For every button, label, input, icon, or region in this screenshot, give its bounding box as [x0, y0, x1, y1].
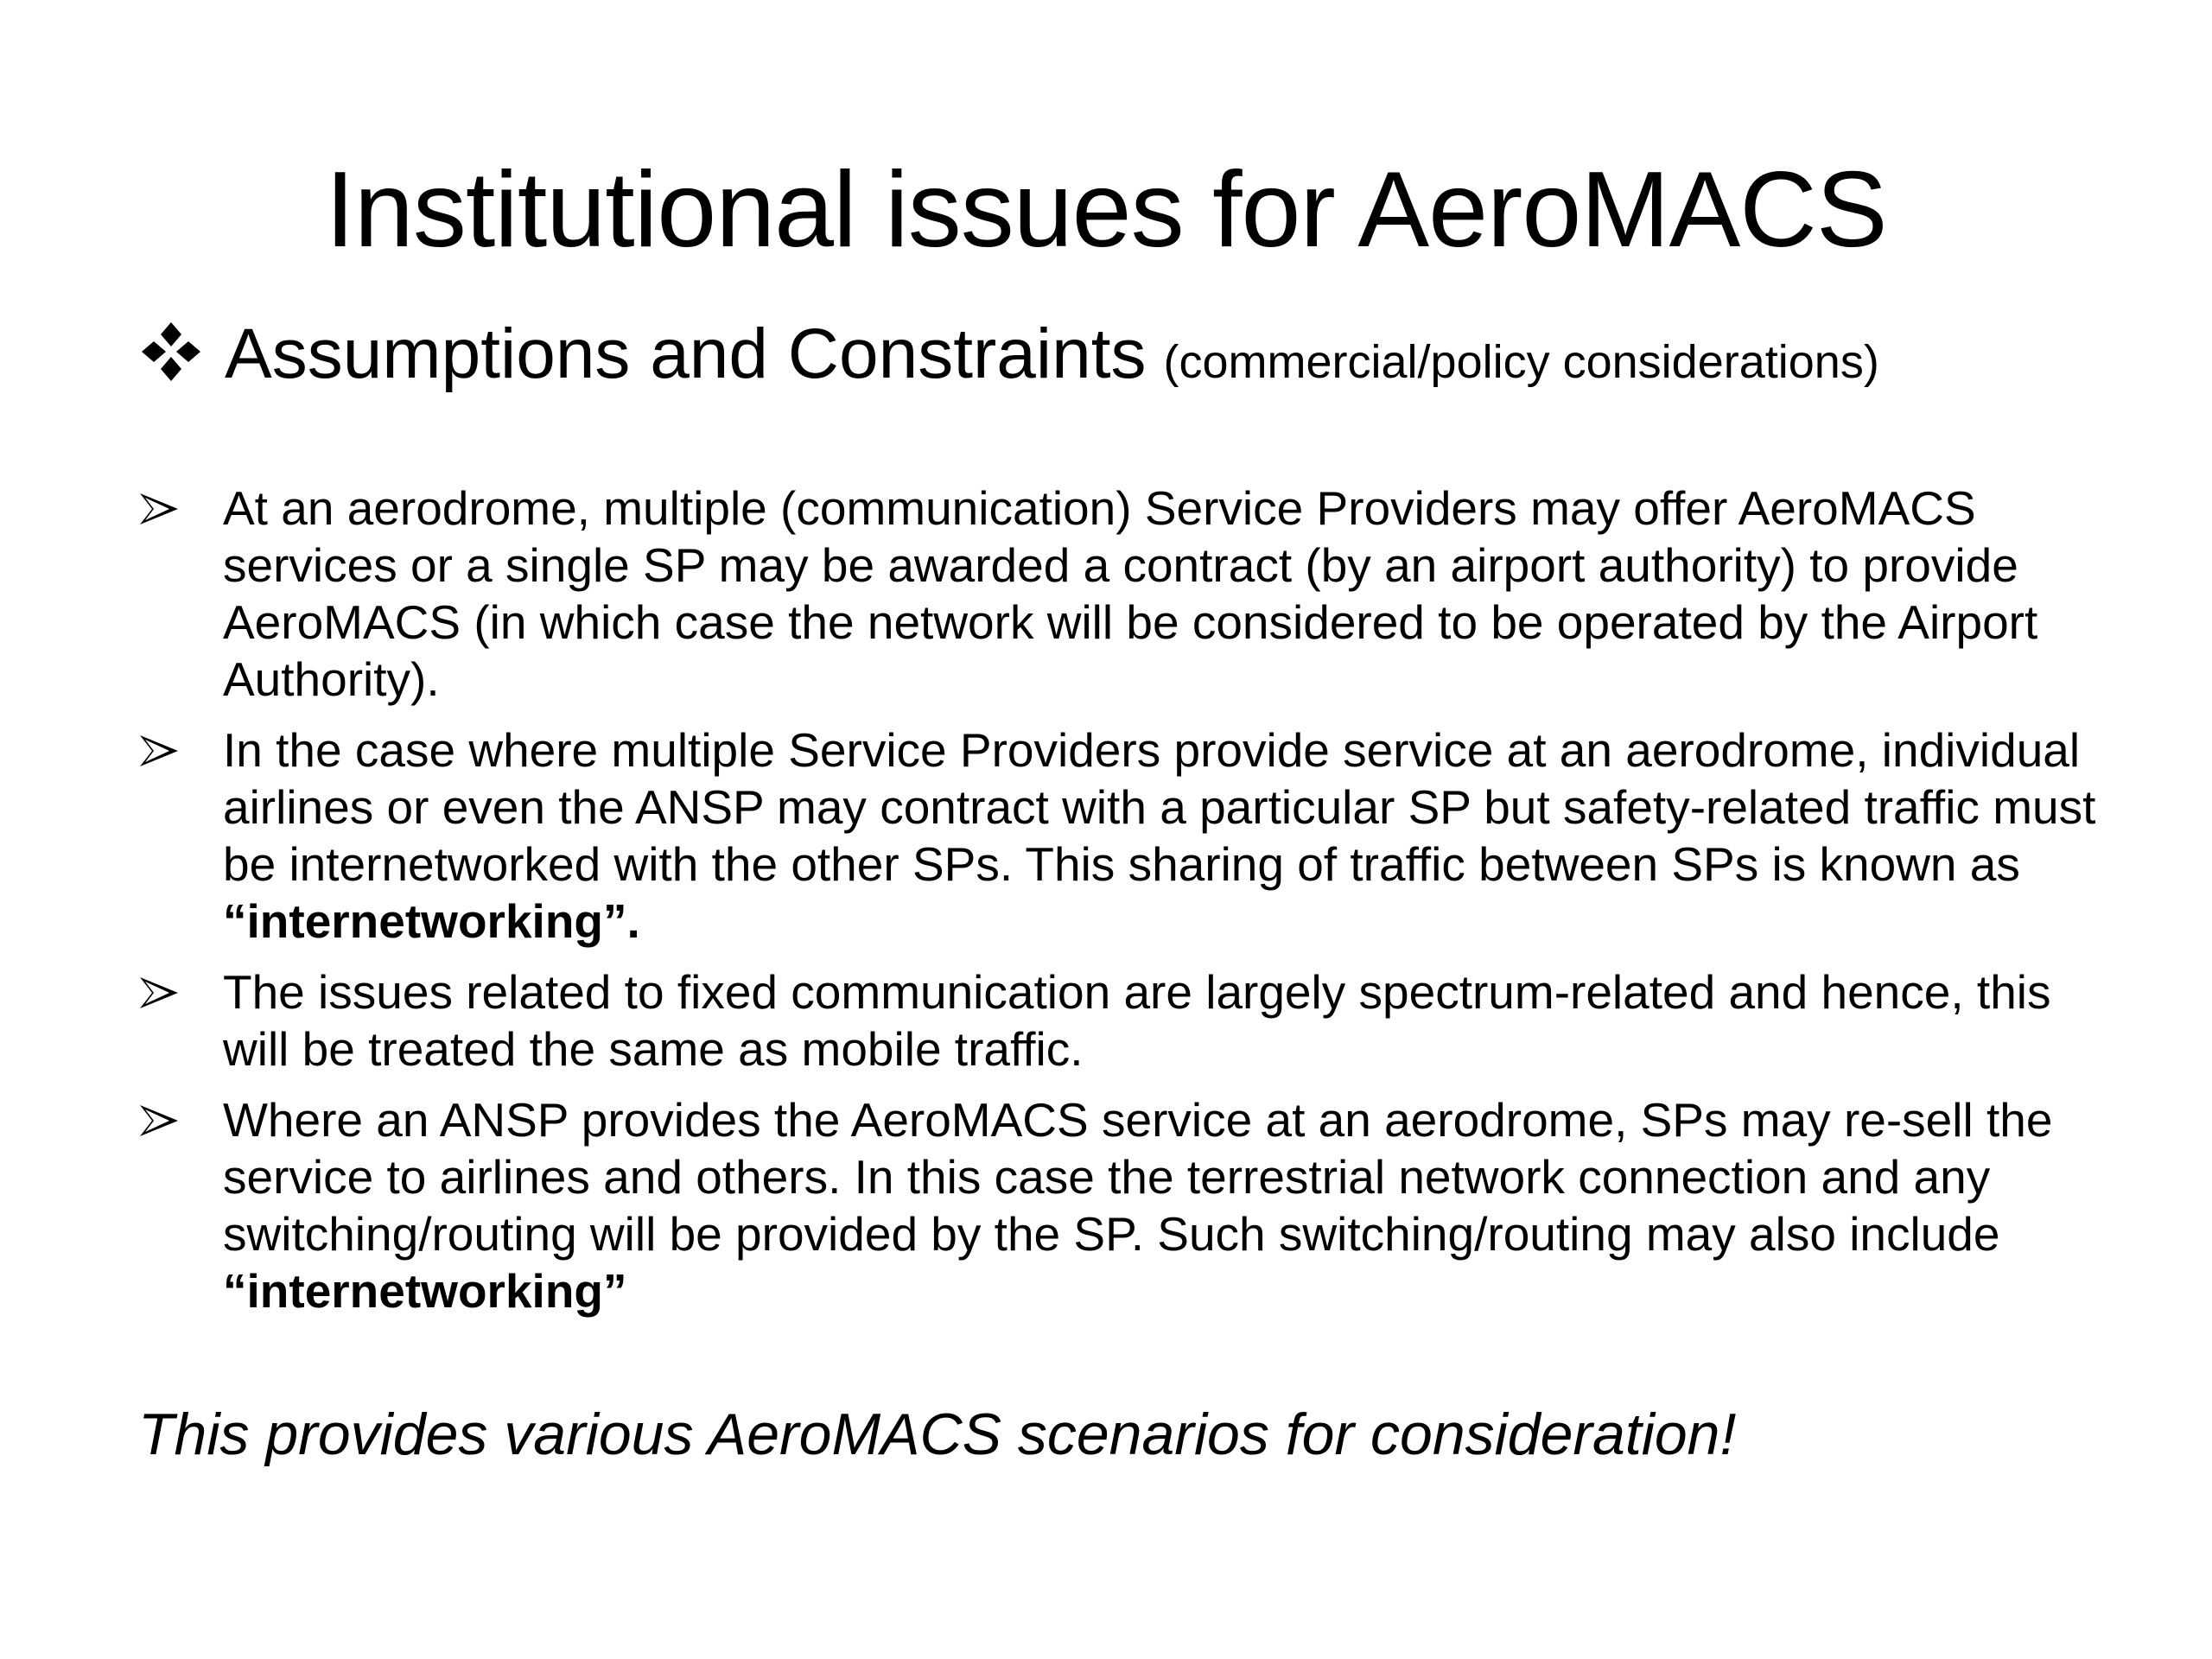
slide-title: Institutional issues for AeroMACS — [325, 150, 1887, 270]
bullet-bold-text: “internetworking”. — [223, 894, 640, 948]
arrow-bullet-icon — [140, 977, 178, 1008]
bullet-text: In the case where multiple Service Providers provide service at an aerodrome, individual airlines or even the ANSP may contract with a particular SP but safety-related traffic must be internetworked with the other SPs. This sharing of traffic between SPs is known as — [223, 723, 2096, 891]
subheading — [140, 311, 1879, 397]
subheading-main: Assumptions and Constraints — [225, 315, 1147, 393]
four-diamond-bullet-icon — [140, 321, 202, 383]
bullet-bold-text: “internetworking” — [223, 1264, 627, 1318]
bullet-item — [140, 1091, 2119, 1319]
bullet-text: The issues related to fixed communication are largely spectrum-related and hence, this will be treated the same as mobile traffic. — [223, 965, 2051, 1076]
arrow-bullet-icon — [140, 493, 178, 524]
bullet-item — [140, 480, 2119, 708]
bullet-text: At an aerodrome, multiple (communication) Service Providers may offer AeroMACS services or a single SP may be awarded a contract (by an airport authority) to provide AeroMACS (in which case the network will be considered to be operated by the Airport Authority). — [223, 481, 2038, 706]
closing-statement: This provides various AeroMACS scenarios for consideration! — [138, 1402, 1737, 1467]
bullet-list — [140, 480, 2119, 1333]
arrow-bullet-icon — [140, 1105, 178, 1136]
arrow-bullet-icon — [140, 735, 178, 766]
bullet-item — [140, 963, 2119, 1077]
subheading-note: (commercial/policy considerations) — [1163, 336, 1879, 388]
bullet-item — [140, 721, 2119, 950]
bullet-text: Where an ANSP provides the AeroMACS service at an aerodrome, SPs may re-sell the service to airlines and others. In this case the terrestrial network connection and any switching/routing will be provided by the SP. Such switching/routing may also include — [223, 1093, 2053, 1261]
